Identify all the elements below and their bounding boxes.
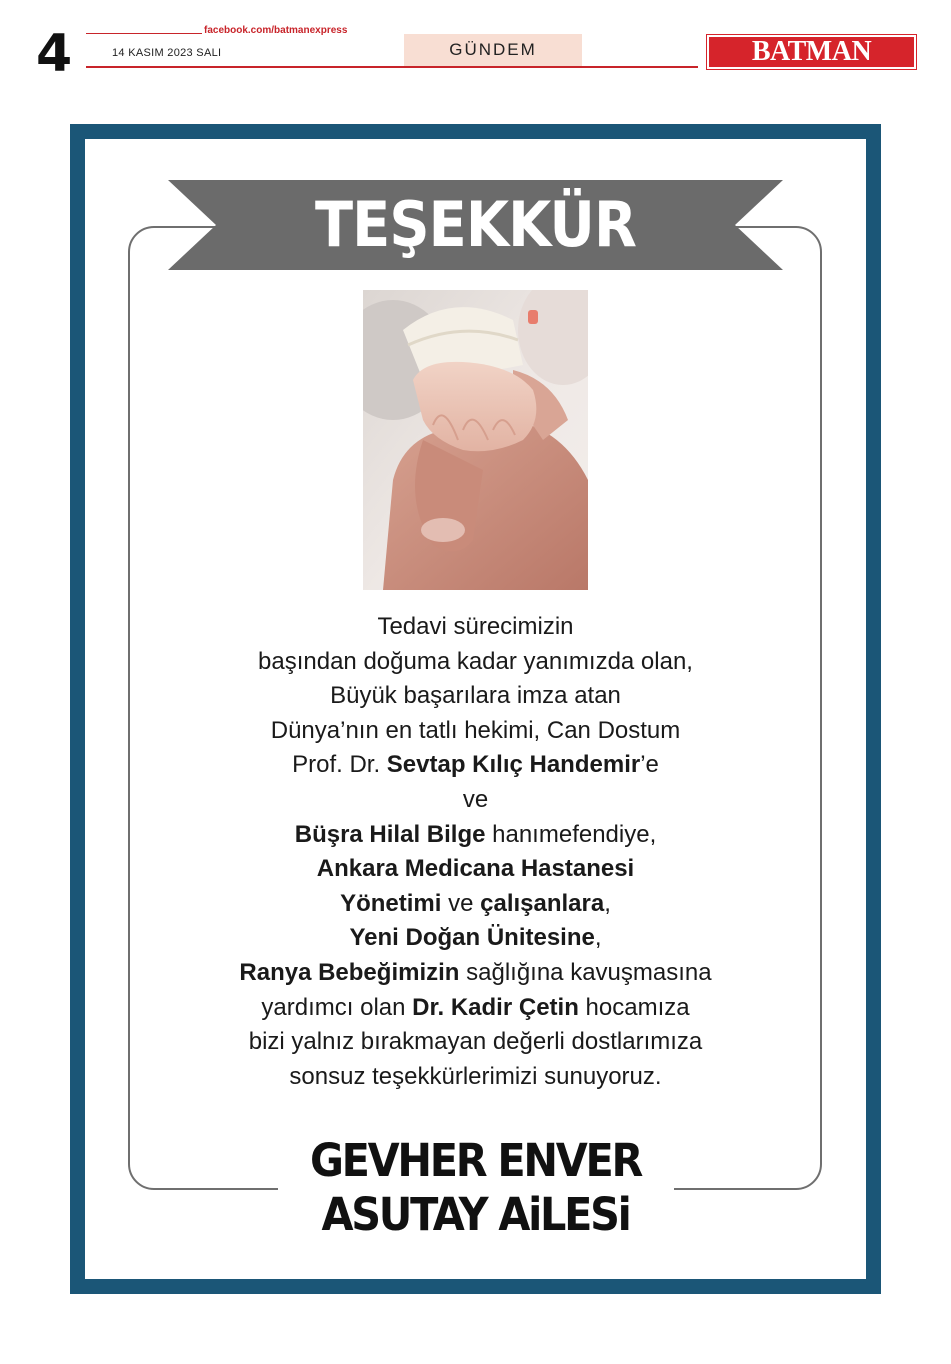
facebook-url[interactable]: facebook.com/batmanexpress xyxy=(204,25,348,36)
unit-name: Yeni Doğan Ünitesine xyxy=(349,924,595,952)
hospital-name: Ankara Medicana Hastanesi xyxy=(316,855,635,883)
baby-name: Ranya Bebeğimizin xyxy=(239,958,460,986)
doctor-name: Dr. Kadir Çetin xyxy=(412,993,579,1021)
message-line: Büşra Hilal Bilge hanımefendiye, xyxy=(294,820,657,848)
message-line: bizi yalnız bırakmayan değerli dostlarımıza xyxy=(248,1028,703,1056)
page-number: 4 xyxy=(36,24,73,84)
section-label: GÜNDEM xyxy=(404,34,582,66)
message-line: Tedavi sürecimizin xyxy=(377,613,574,640)
signature-line: GEVHER ENVER xyxy=(309,1134,642,1187)
issue-date: 14 KASIM 2023 SALI xyxy=(112,47,222,59)
header-divider-top xyxy=(86,33,202,34)
family-signature xyxy=(230,1134,721,1242)
message-line xyxy=(150,852,801,887)
person-name: Büşra Hilal Bilge xyxy=(294,820,486,848)
message-line: Ranya Bebeğimizin sağlığına kavuşmasına xyxy=(239,958,712,986)
signature-line: ASUTAY AiLESi xyxy=(321,1188,630,1241)
baby-hand-holding-finger-photo-icon xyxy=(363,290,588,590)
message-line: Dünya’nın en tatlı hekimi, Can Dostum xyxy=(270,716,681,744)
message-line: Prof. Dr. Sevtap Kılıç Handemir’e xyxy=(292,751,659,779)
message-line: Yeni Doğan Ünitesine, xyxy=(349,924,602,952)
message-line: Yönetimi ve çalışanlara, xyxy=(340,889,611,917)
baby-hand-photo xyxy=(363,290,588,590)
thank-you-message xyxy=(150,610,801,1094)
title-ribbon xyxy=(168,180,783,270)
doctor-name: Sevtap Kılıç Handemir xyxy=(386,751,641,779)
header-divider xyxy=(86,66,698,68)
ad-title: TEŞEKKÜR xyxy=(314,188,637,261)
message-line: başından doğuma kadar yanımızda olan, xyxy=(258,647,693,675)
message-line: sonsuz teşekkürlerimizi sunuyoruz. xyxy=(289,1062,662,1090)
newspaper-logo: BATMAN EXPRESS xyxy=(707,35,916,69)
message-line: Büyük başarılara imza atan xyxy=(330,682,621,710)
message-line: ve xyxy=(462,785,489,813)
message-line: yardımcı olan Dr. Kadir Çetin hocamıza xyxy=(261,993,690,1021)
